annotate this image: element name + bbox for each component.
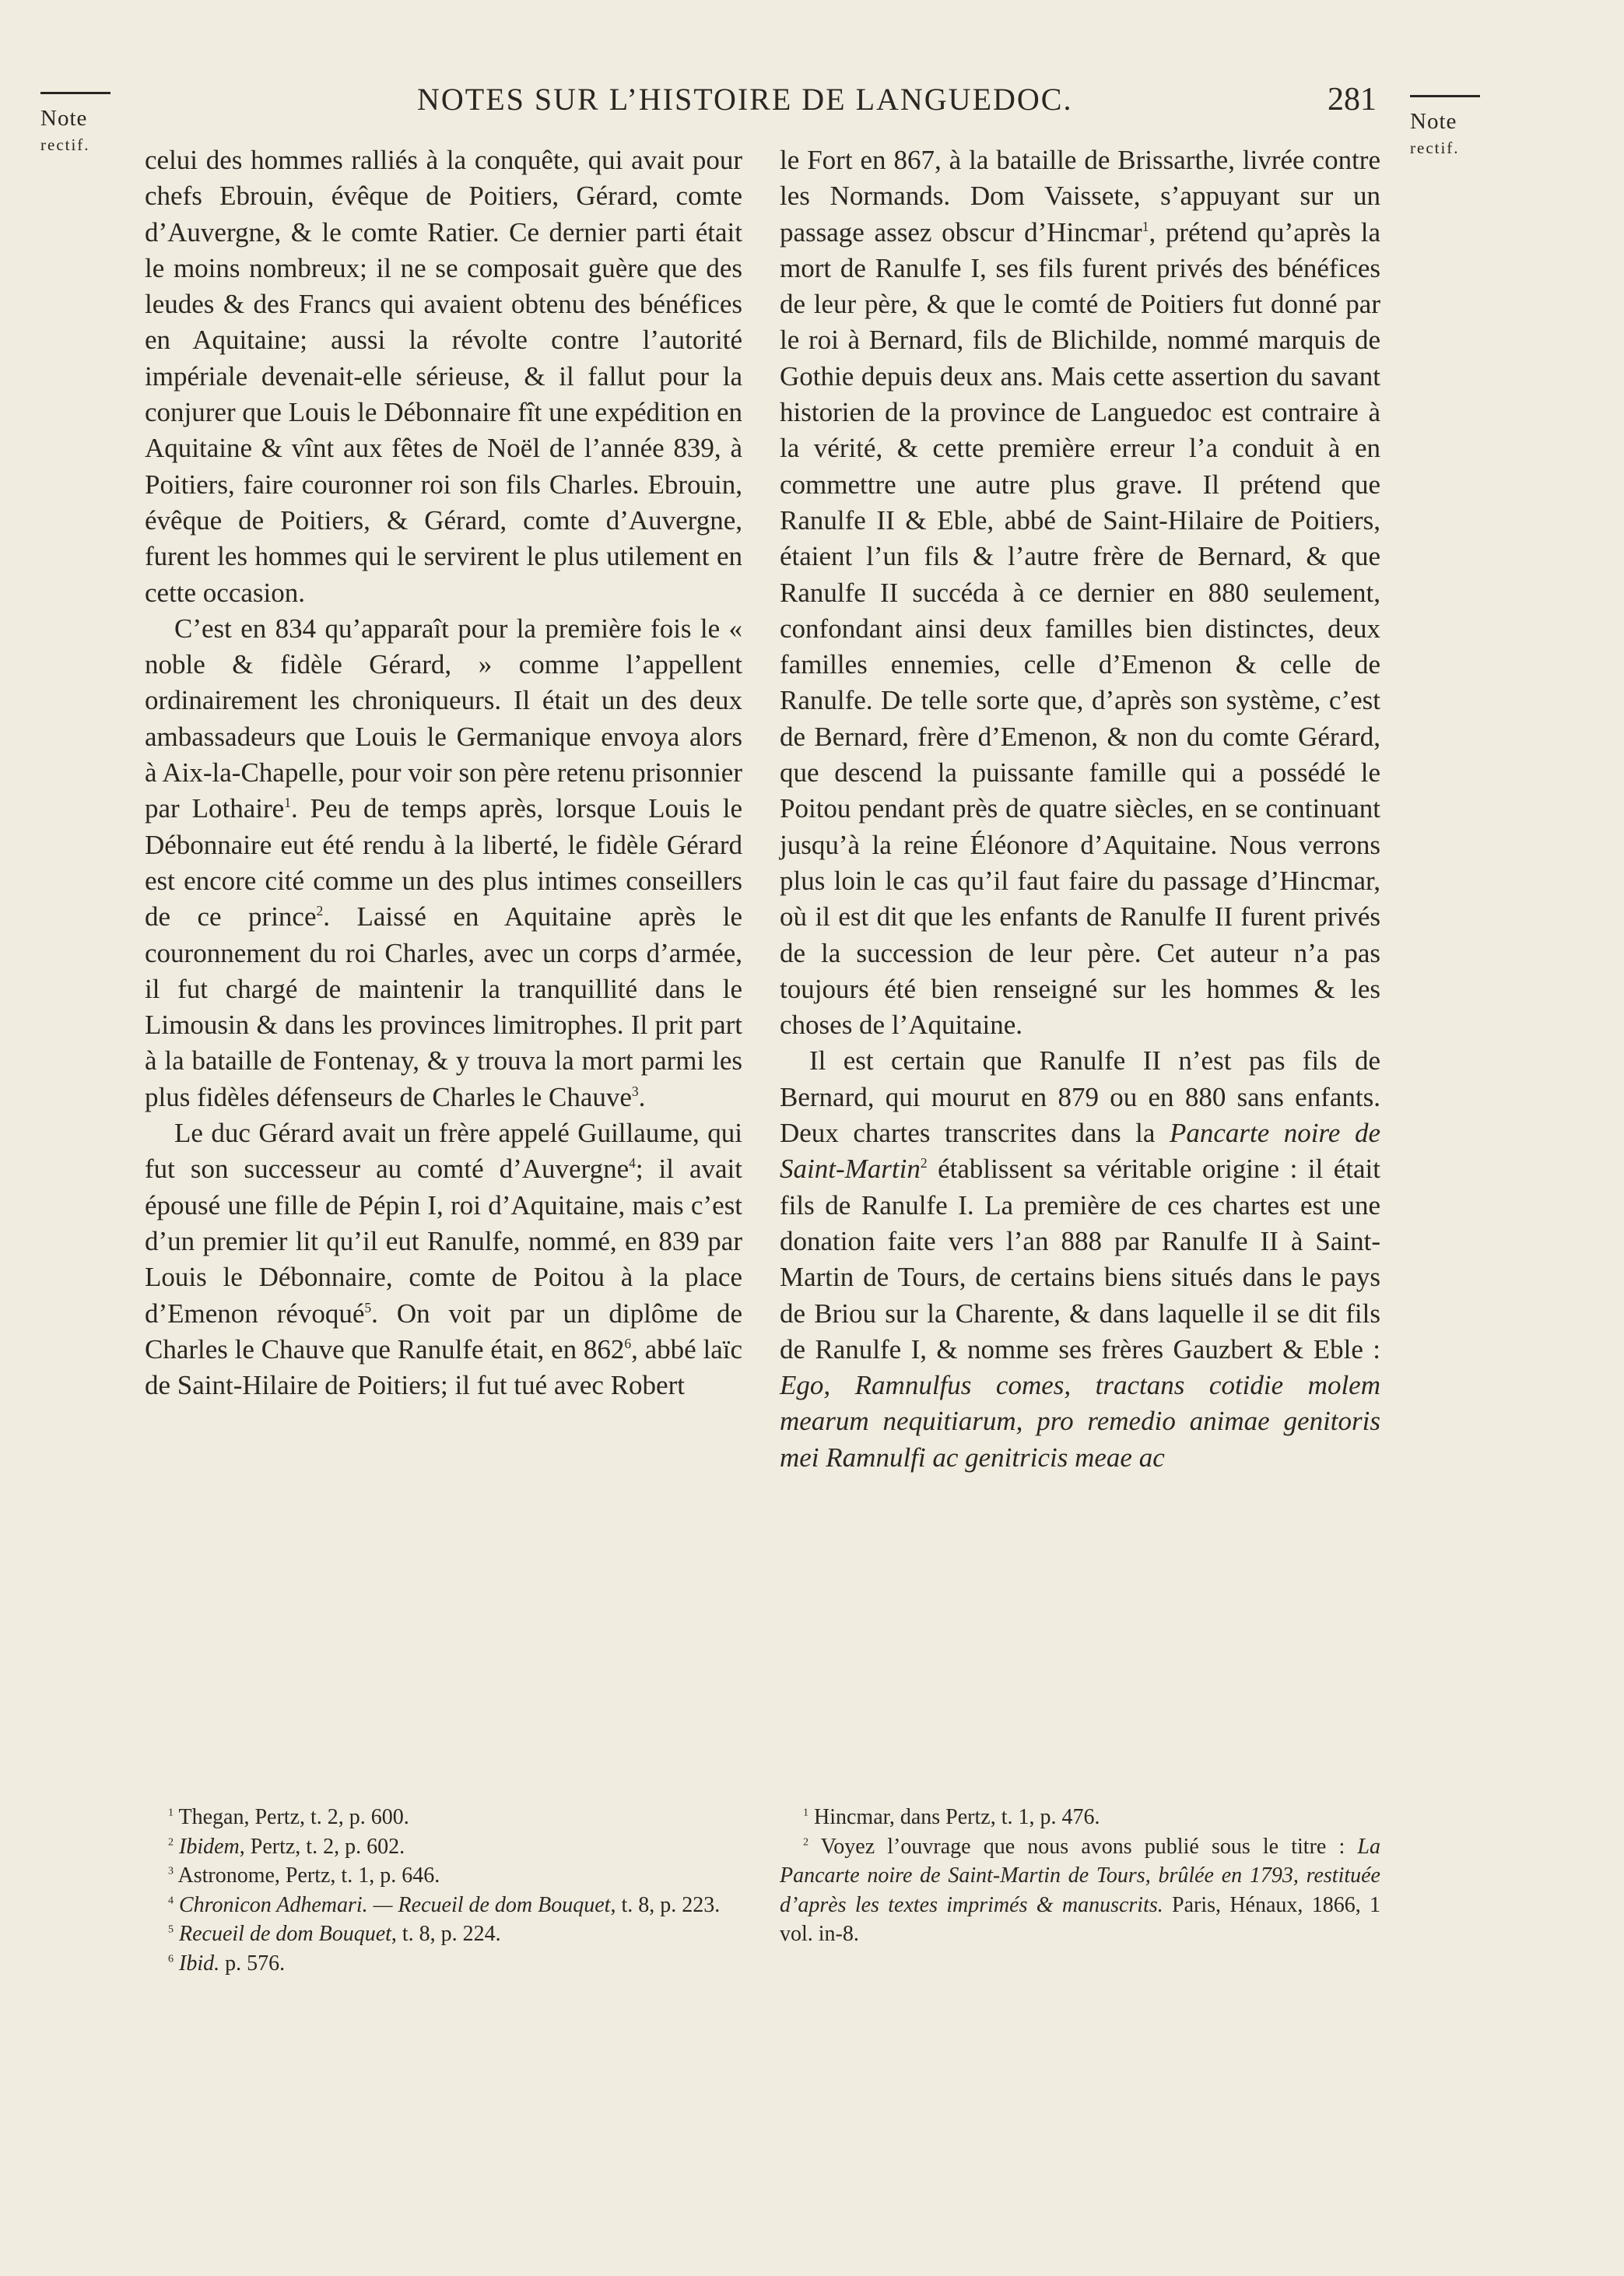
paragraph: celui des hommes ralliés à la conquête, qui avait pour chefs Ebrouin, évêque de Poitiers, Gérard, comte d’Auvergne, & le comte Ratier. Ce dernier parti était le moins nombreux; il ne se composait guère que des leudes & des Francs qui avaient obtenu des bénéfices en Aquitaine; aussi la révolte contre l’autorité impériale devenait-elle sérieuse, & il fallut pour la conjurer que Louis le Débonnaire fît une expédition en Aquitaine & vînt aux fêtes de Noël de l’année 839, à Poitiers, faire couronner roi son fils Charles. Ebrouin, évêque de Poitiers, & Gérard, comte d’Auvergne, furent les hommes qui le servirent le plus utilement en cette occasion. <box>145 145 742 608</box>
margin-rule <box>1410 95 1480 97</box>
left-column <box>145 142 742 1403</box>
footnote-ref: 1 <box>1142 218 1149 234</box>
footnote-ref: 6 <box>624 1335 632 1351</box>
paragraph: C’est en 834 qu’apparaît pour la première fois le « noble & fidèle Gérard, » comme l’appellent ordinairement les chroniqueurs. Il était un des deux ambassadeurs que Louis le Germanique envoya alors à Aix-la-Chapelle, pour voir son père retenu prisonnier par Lothaire$^1$. Peu de temps après, lorsque Louis le Débonnaire eut été rendu à la liberté, le fidèle Gérard est encore cité comme un des plus intimes conseillers de ce prince$^2$. Laissé en Aquitaine après le couronnement du roi Charles, avec un corps d’armée, il fut chargé de maintenir la tranquillité dans le Limousin & dans les provinces limitrophes. Il prit part à la bataille de Fontenay, & y trouva la mort parmi les plus fidèles défenseurs de Charles le Chauve$^3$. <box>145 613 742 1112</box>
footnote: $^1$ Hincmar, dans Pertz, t. 1, p. 476. <box>803 1805 1100 1829</box>
margin-note-subtitle: rectif. <box>40 135 90 155</box>
paragraph: Le duc Gérard avait un frère appelé Guillaume, qui fut son successeur au comté d’Auvergne$^4$; il avait épousé une fille de Pépin I, roi d’Aquitaine, mais c’est d’un premier lit qu’il eut Ranulfe, nommé, en 839 par Louis le Débonnaire, comte de Poitou à la place d’Emenon révoqué$^5$. On voit par un diplôme de Charles le Chauve que Ranulfe était, en $862^6$, abbé laïc de Saint-Hilaire de Poitiers; il fut tué avec Robert <box>145 1118 742 1401</box>
page-number: 281 <box>1328 82 1377 118</box>
right-column <box>780 142 1380 1476</box>
running-head: NOTES SUR L’HISTOIRE DE LANGUEDOC. <box>417 82 1073 117</box>
footnote: $^1$ Thegan, Pertz, t. 2, p. 600. <box>168 1805 409 1829</box>
footnote-ref: 2 <box>316 903 324 919</box>
footnote-ref: 2 <box>920 1155 928 1171</box>
margin-note-title: Note <box>40 106 88 131</box>
footnote: $^3$ Astronome, Pertz, t. 1, p. 646. <box>168 1863 440 1888</box>
footnote: $^5$ Recueil de dom Bouquet, t. 8, p. 224. <box>168 1922 501 1946</box>
margin-note-right <box>1410 95 1480 159</box>
footnote-ref: 1 <box>284 795 291 811</box>
latin-quote: Ego, Ramnulfus comes, tractans cotidie molem mearum nequitiarum, pro remedio animae genitoris mei Ramnulfi ac genitricis meae ac <box>780 1370 1380 1473</box>
margin-note-left <box>40 92 110 156</box>
book-title: Pancarte noire de Saint-Martin <box>780 1118 1380 1185</box>
margin-note-subtitle: rectif. <box>1410 139 1460 158</box>
footnote-ref: 5 <box>364 1299 372 1315</box>
footnote: $^2$ Voyez l’ouvrage que nous avons publié sous le titre : La Pancarte noire de Saint-Martin de Tours, brûlée en 1793, restituée d’après les textes imprimés & manuscrits. Paris, Hénaux, 1866, 1 vol. in-8. <box>780 1834 1380 1946</box>
paragraph: Il est certain que Ranulfe II n’est pas fils de Bernard, qui mourut en 879 ou en 880 sans enfants. Deux chartes transcrites dans la Pancarte noire de Saint-Martin$^2$ établissent sa véritable origine : il était fils de Ranulfe I. La première de ces chartes est une donation faite vers l’an 888 par Ranulfe II à Saint-Martin de Tours, de certains biens situés dans le pays de Briou sur la Charente, & dans laquelle il se dit fils de Ranulfe I, & nomme ses frères Gauzbert & Eble : Ego, Ramnulfus comes, tractans cotidie molem mearum nequitiarum, pro remedio animae genitoris mei Ramnulfi ac genitricis meae ac <box>780 1045 1380 1473</box>
footnote: $^4$ Chronicon Adhemari. — Recueil de dom Bouquet, t. 8, p. 223. <box>168 1892 721 1917</box>
footnote-ref: 4 <box>629 1155 636 1171</box>
footnotes-left <box>145 1803 742 1978</box>
footnote: $^2$ Ibidem, Pertz, t. 2, p. 602. <box>168 1834 405 1859</box>
footnote: $^6$ Ibid. p. 576. <box>168 1951 286 1976</box>
margin-rule <box>40 92 110 94</box>
paragraph: le Fort en 867, à la bataille de Brissarthe, livrée contre les Normands. Dom Vaissete, s’appuyant sur un passage assez obscur d’Hincmar$^1$, prétend qu’après la mort de Ranulfe I, ses fils furent privés des bénéfices de leur père, & que le comté de Poitiers fut donné par le roi à Bernard, fils de Blichilde, nommé marquis de Gothie depuis deux ans. Mais cette assertion du savant historien de la province de Languedoc est contraire à la vérité, & cette première erreur l’a conduit à en commettre une autre plus grave. Il prétend que Ranulfe II & Eble, abbé de Saint-Hilaire de Poitiers, étaient l’un fils & l’autre frère de Bernard, & que Ranulfe II succéda à ce dernier en 880 seulement, confondant ainsi deux familles bien distinctes, deux familles ennemies, celle d’Emenon & celle de Ranulfe. De telle sorte que, d’après son système, c’est de Bernard, frère d’Emenon, & non du comte Gérard, que descend la puissante famille qui a possédé le Poitou pendant près de quatre siècles, en se continuant jusqu’à la reine Éléonore d’Aquitaine. Nous verrons plus loin le cas qu’il faut faire du passage d’Hincmar, où il est dit que les enfants de Ranulfe II furent privés de la succession de leur père. Cet auteur n’a pas toujours été bien renseigné sur les hommes & les choses de l’Aquitaine. <box>780 145 1380 1041</box>
footnotes-right <box>780 1803 1380 1949</box>
footnote-ref: 3 <box>631 1083 639 1099</box>
margin-note-title: Note <box>1410 109 1457 134</box>
